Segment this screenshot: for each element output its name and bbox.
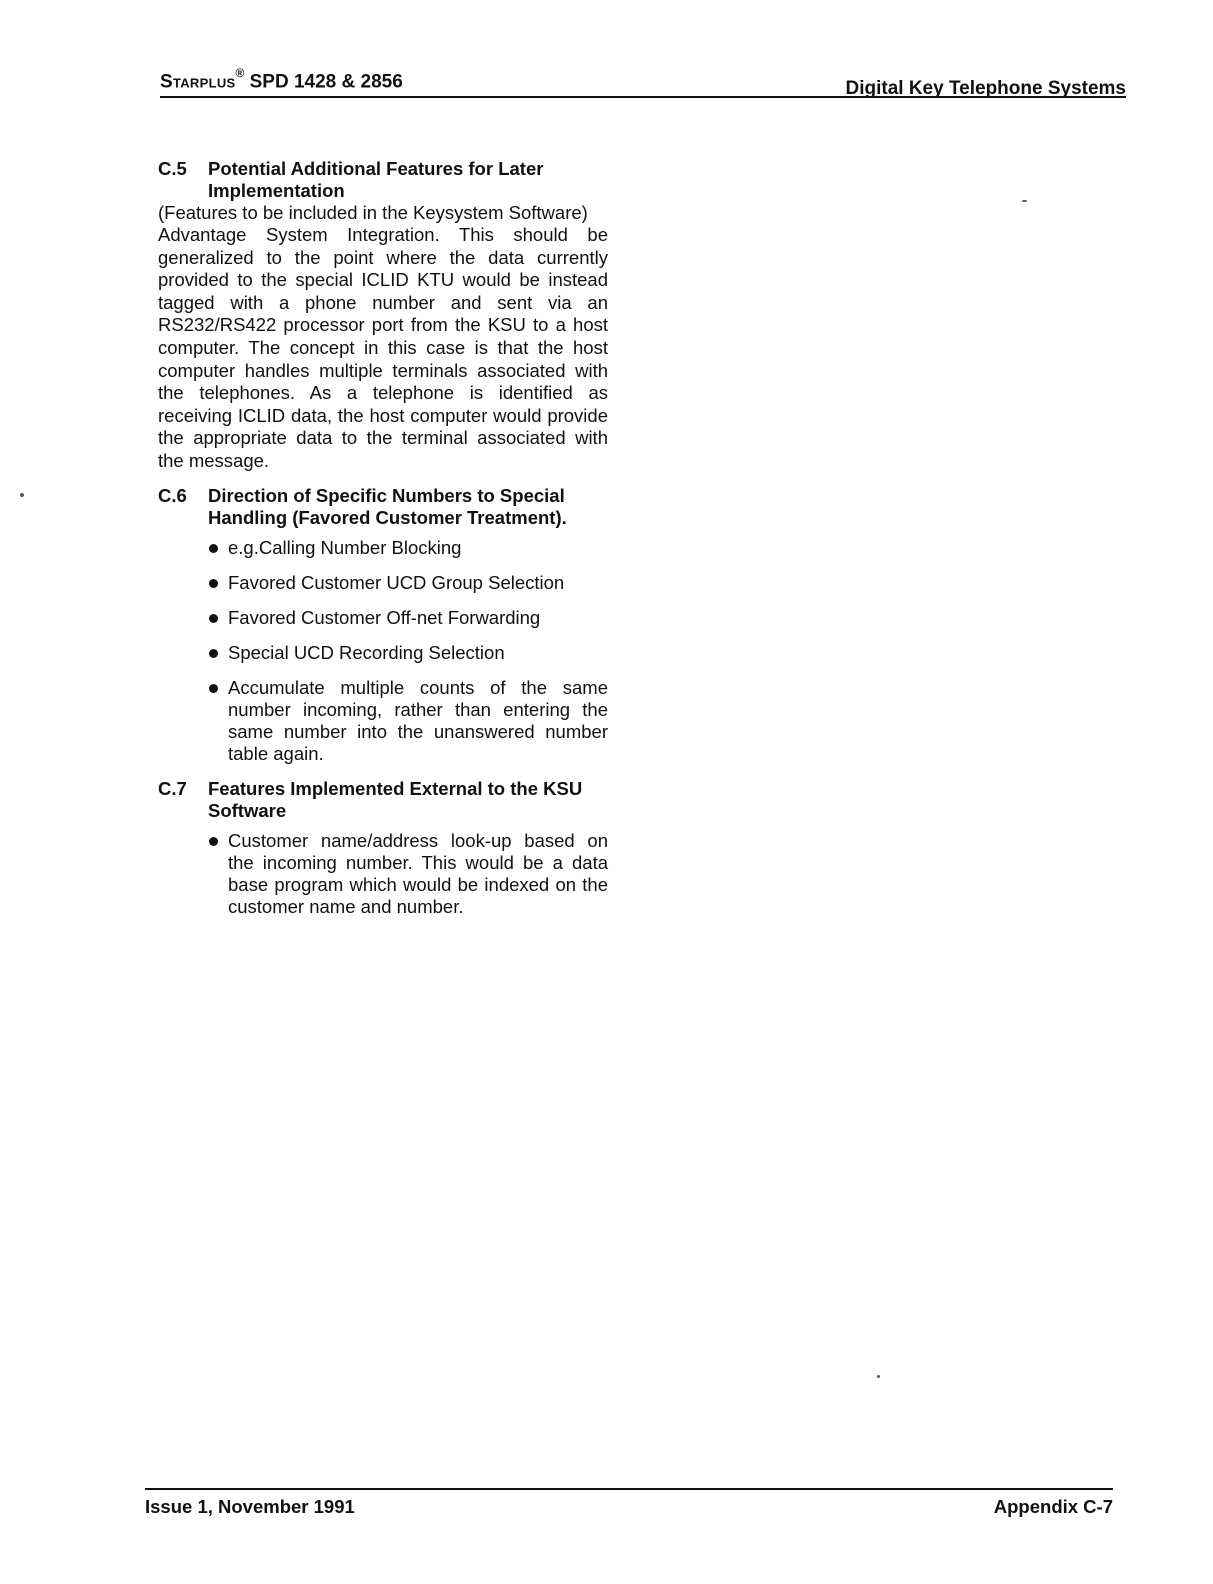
bullet-icon (209, 649, 218, 658)
main-content (158, 158, 608, 931)
footer-page-number: Appendix C-7 (993, 1496, 1113, 1517)
page-header (160, 66, 1126, 98)
bullet-list (158, 830, 608, 918)
list-item (208, 607, 608, 629)
list-item-text: Favored Customer Off-net Forwarding (228, 606, 541, 628)
bullet-icon (209, 544, 218, 553)
bullet-icon (209, 684, 218, 693)
section-c7 (158, 778, 608, 918)
section-body: Advantage System Integration. This should be generalized to the point where the data currently provided to the special ICLID KTU would be instead tagged with a phone number and sent via an RS232/RS422 processor port from the KSU to a host computer. The concept in this case is that the host computer handles multiple terminals associated with the telephones. As a telephone is identified as receiving ICLID data, the host computer would provide the appropriate data to the terminal associated with the message. (158, 224, 608, 471)
bullet-icon (209, 837, 218, 846)
list-item (208, 572, 608, 594)
section-heading (158, 158, 608, 202)
list-item (208, 642, 608, 664)
section-c5 (158, 158, 608, 473)
bullet-icon (209, 579, 218, 588)
section-title: Direction of Specific Numbers to Special Handling (Favored Customer Treatment). (208, 484, 567, 528)
list-item (208, 830, 608, 918)
scan-speck (1022, 200, 1027, 202)
bullet-list (158, 537, 608, 765)
list-item-text: Customer name/address look-up based on the incoming number. This would be a data base program which would be indexed on the customer name and number. (228, 829, 608, 917)
section-subtitle: (Features to be included in the Keysystem Software) (158, 202, 588, 223)
section-title: Potential Additional Features for Later Implementation (208, 158, 544, 201)
list-item (208, 677, 608, 765)
scan-speck (877, 1375, 880, 1378)
section-c6 (158, 485, 608, 765)
page-footer (145, 1488, 1113, 1520)
section-number: C.6 (158, 484, 187, 506)
header-brand: Starplus (160, 71, 236, 92)
section-title: Features Implemented External to the KSU Software (208, 777, 583, 821)
list-item-text: e.g.Calling Number Blocking (228, 536, 462, 558)
list-item-text: Accumulate multiple counts of the same number incoming, rather than entering the same number into the unanswered number table again. (228, 676, 608, 764)
section-heading (158, 778, 608, 822)
registered-mark: ® (235, 65, 245, 80)
section-number: C.7 (158, 777, 187, 799)
header-product (160, 65, 403, 93)
scan-speck (20, 493, 24, 497)
footer-issue: Issue 1, November 1991 (145, 1496, 355, 1517)
section-number: C.5 (158, 158, 187, 179)
list-item-text: Special UCD Recording Selection (228, 641, 505, 663)
section-heading (158, 485, 608, 529)
header-model: SPD 1428 & 2856 (244, 71, 403, 92)
header-title: Digital Key Telephone Systems (845, 78, 1126, 99)
list-item-text: Favored Customer UCD Group Selection (228, 571, 565, 593)
bullet-icon (209, 614, 218, 623)
list-item (208, 537, 608, 559)
